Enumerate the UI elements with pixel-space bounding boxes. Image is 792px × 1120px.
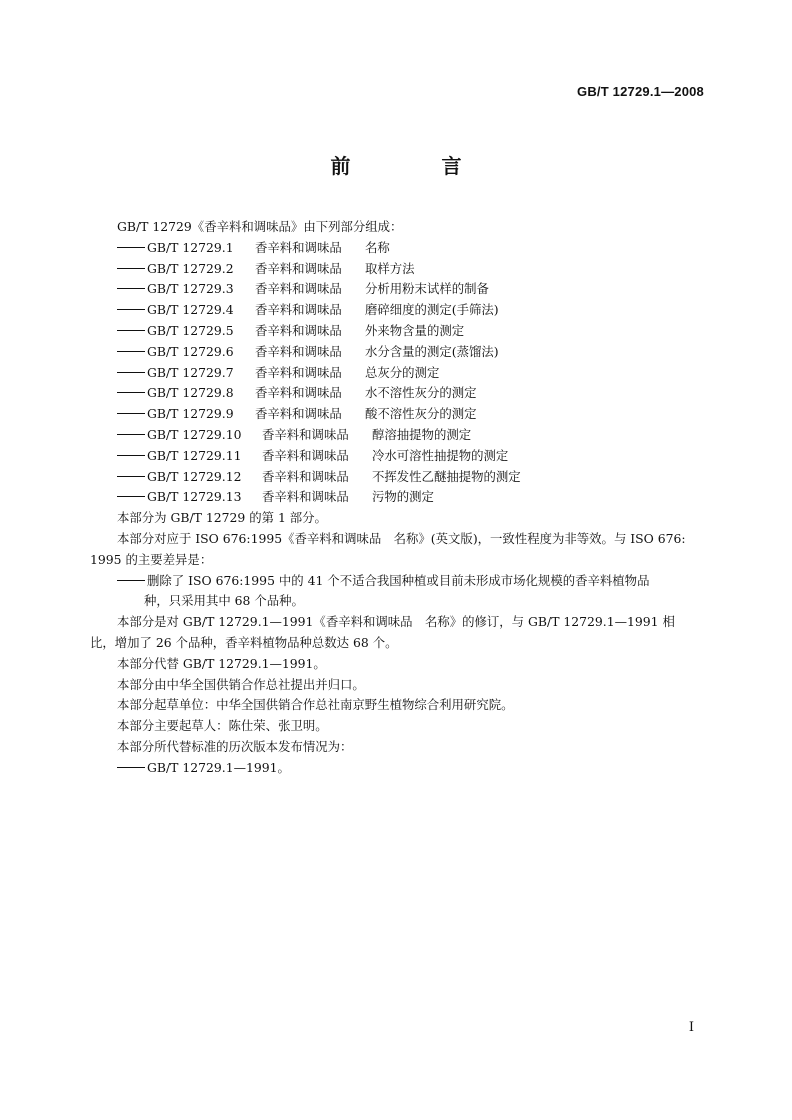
parts-list	[90, 238, 702, 508]
em-dash-mark	[117, 434, 145, 435]
part-name: 冷水可溶性抽提物的测定	[372, 447, 509, 463]
paragraph-replaces: 本部分代替 GB/T 12729.1—1991。	[117, 655, 326, 671]
part-code: GB/T 12729.8	[147, 385, 234, 401]
part-name: 总灰分的测定	[365, 364, 440, 380]
paragraph-iso-correspondence-cont: 1995 的主要差异是：	[90, 551, 213, 567]
em-dash-mark	[117, 580, 145, 581]
part-list-item	[90, 383, 702, 404]
em-dash-mark	[117, 247, 145, 248]
em-dash-mark	[117, 413, 145, 414]
paragraph-revision: 本部分是对 GB/T 12729.1—1991《香辛料和调味品 名称》的修订，与 GB/T 12729.1—1991 相	[117, 614, 675, 630]
part-code: GB/T 12729.12	[147, 468, 242, 484]
em-dash-mark	[117, 455, 145, 456]
part-name: 酸不溶性灰分的测定	[365, 406, 477, 422]
part-code: GB/T 12729.6	[147, 343, 234, 359]
part-name: 污物的测定	[372, 489, 434, 505]
part-list-item	[90, 487, 702, 508]
em-dash-mark	[117, 309, 145, 310]
part-code: GB/T 12729.11	[147, 447, 242, 463]
em-dash-mark	[117, 392, 145, 393]
part-group: 香辛料和调味品	[255, 322, 342, 338]
part-name: 名称	[365, 239, 390, 255]
paragraph-revision-cont: 比，增加了 26 个品种，香辛料植物品种总数达 68 个。	[90, 634, 398, 650]
part-group: 香辛料和调味品	[262, 447, 349, 463]
part-group: 香辛料和调味品	[255, 343, 342, 359]
paragraph-history: 本部分所代替标准的历次版本发布情况为：	[117, 738, 353, 754]
part-code: GB/T 12729.1	[147, 239, 234, 255]
part-list-item	[90, 446, 702, 467]
part-name: 外来物含量的测定	[365, 322, 465, 338]
part-group: 香辛料和调味品	[255, 239, 342, 255]
part-code: GB/T 12729.13	[147, 489, 242, 505]
part-list-item	[90, 321, 702, 342]
part-name: 水不溶性灰分的测定	[365, 385, 477, 401]
em-dash-mark	[117, 288, 145, 289]
part-list-item	[90, 300, 702, 321]
intro-line: GB/T 12729《香辛料和调味品》由下列部分组成：	[117, 219, 403, 234]
part-code: GB/T 12729.4	[147, 302, 234, 318]
page-title: 前 言	[330, 154, 504, 178]
standard-code-header: GB/T 12729.1—2008	[577, 84, 704, 99]
history-item	[90, 758, 702, 779]
part-group: 香辛料和调味品	[255, 406, 342, 422]
difference-item-text: 删除了 ISO 676:1995 中的 41 个不适合我国种植或目前未形成市场化规模的香辛料植物品	[147, 572, 650, 588]
em-dash-mark	[117, 351, 145, 352]
foreword-body	[90, 217, 702, 779]
part-list-item	[90, 238, 702, 259]
part-list-item	[90, 279, 702, 300]
part-name: 水分含量的测定(蒸馏法)	[365, 343, 499, 359]
part-code: GB/T 12729.10	[147, 426, 242, 442]
part-group: 香辛料和调味品	[255, 385, 342, 401]
part-name: 分析用粉末试样的制备	[365, 281, 489, 297]
paragraph-proposer: 本部分由中华全国供销合作总社提出并归口。	[117, 676, 365, 692]
em-dash-mark	[117, 476, 145, 477]
part-list-item	[90, 404, 702, 425]
em-dash-mark	[117, 767, 145, 768]
em-dash-mark	[117, 496, 145, 497]
part-group: 香辛料和调味品	[262, 489, 349, 505]
part-group: 香辛料和调味品	[262, 426, 349, 442]
em-dash-mark	[117, 330, 145, 331]
part-list-item	[90, 363, 702, 384]
difference-item	[90, 571, 702, 592]
part-list-item	[90, 259, 702, 280]
part-group: 香辛料和调味品	[255, 364, 342, 380]
part-group: 香辛料和调味品	[255, 281, 342, 297]
part-name: 醇溶抽提物的测定	[372, 426, 472, 442]
part-code: GB/T 12729.5	[147, 322, 234, 338]
paragraph-drafting-unit: 本部分起草单位：中华全国供销合作总社南京野生植物综合利用研究院。	[117, 697, 514, 713]
part-group: 香辛料和调味品	[255, 260, 342, 276]
difference-item-cont: 种，只采用其中 68 个品种。	[144, 593, 304, 609]
em-dash-mark	[117, 372, 145, 373]
part-list-item	[90, 342, 702, 363]
paragraph-iso-correspondence: 本部分对应于 ISO 676:1995《香辛料和调味品 名称》(英文版)，一致性程度为非等效。与 ISO 676:	[117, 530, 686, 546]
history-item-text: GB/T 12729.1—1991。	[147, 759, 290, 775]
paragraph-part-number: 本部分为 GB/T 12729 的第 1 部分。	[117, 510, 327, 526]
part-code: GB/T 12729.2	[147, 260, 234, 276]
page-number: I	[688, 1020, 694, 1035]
part-list-item	[90, 425, 702, 446]
part-group: 香辛料和调味品	[255, 302, 342, 318]
part-name: 不挥发性乙醚抽提物的测定	[372, 468, 521, 484]
part-code: GB/T 12729.3	[147, 281, 234, 297]
part-code: GB/T 12729.7	[147, 364, 234, 380]
part-code: GB/T 12729.9	[147, 406, 234, 422]
em-dash-mark	[117, 268, 145, 269]
paragraph-drafters: 本部分主要起草人：陈仕荣、张卫明。	[117, 718, 328, 734]
part-group: 香辛料和调味品	[262, 468, 349, 484]
part-name: 磨碎细度的测定(手筛法)	[365, 302, 499, 318]
part-list-item	[90, 467, 702, 488]
part-name: 取样方法	[365, 260, 415, 276]
